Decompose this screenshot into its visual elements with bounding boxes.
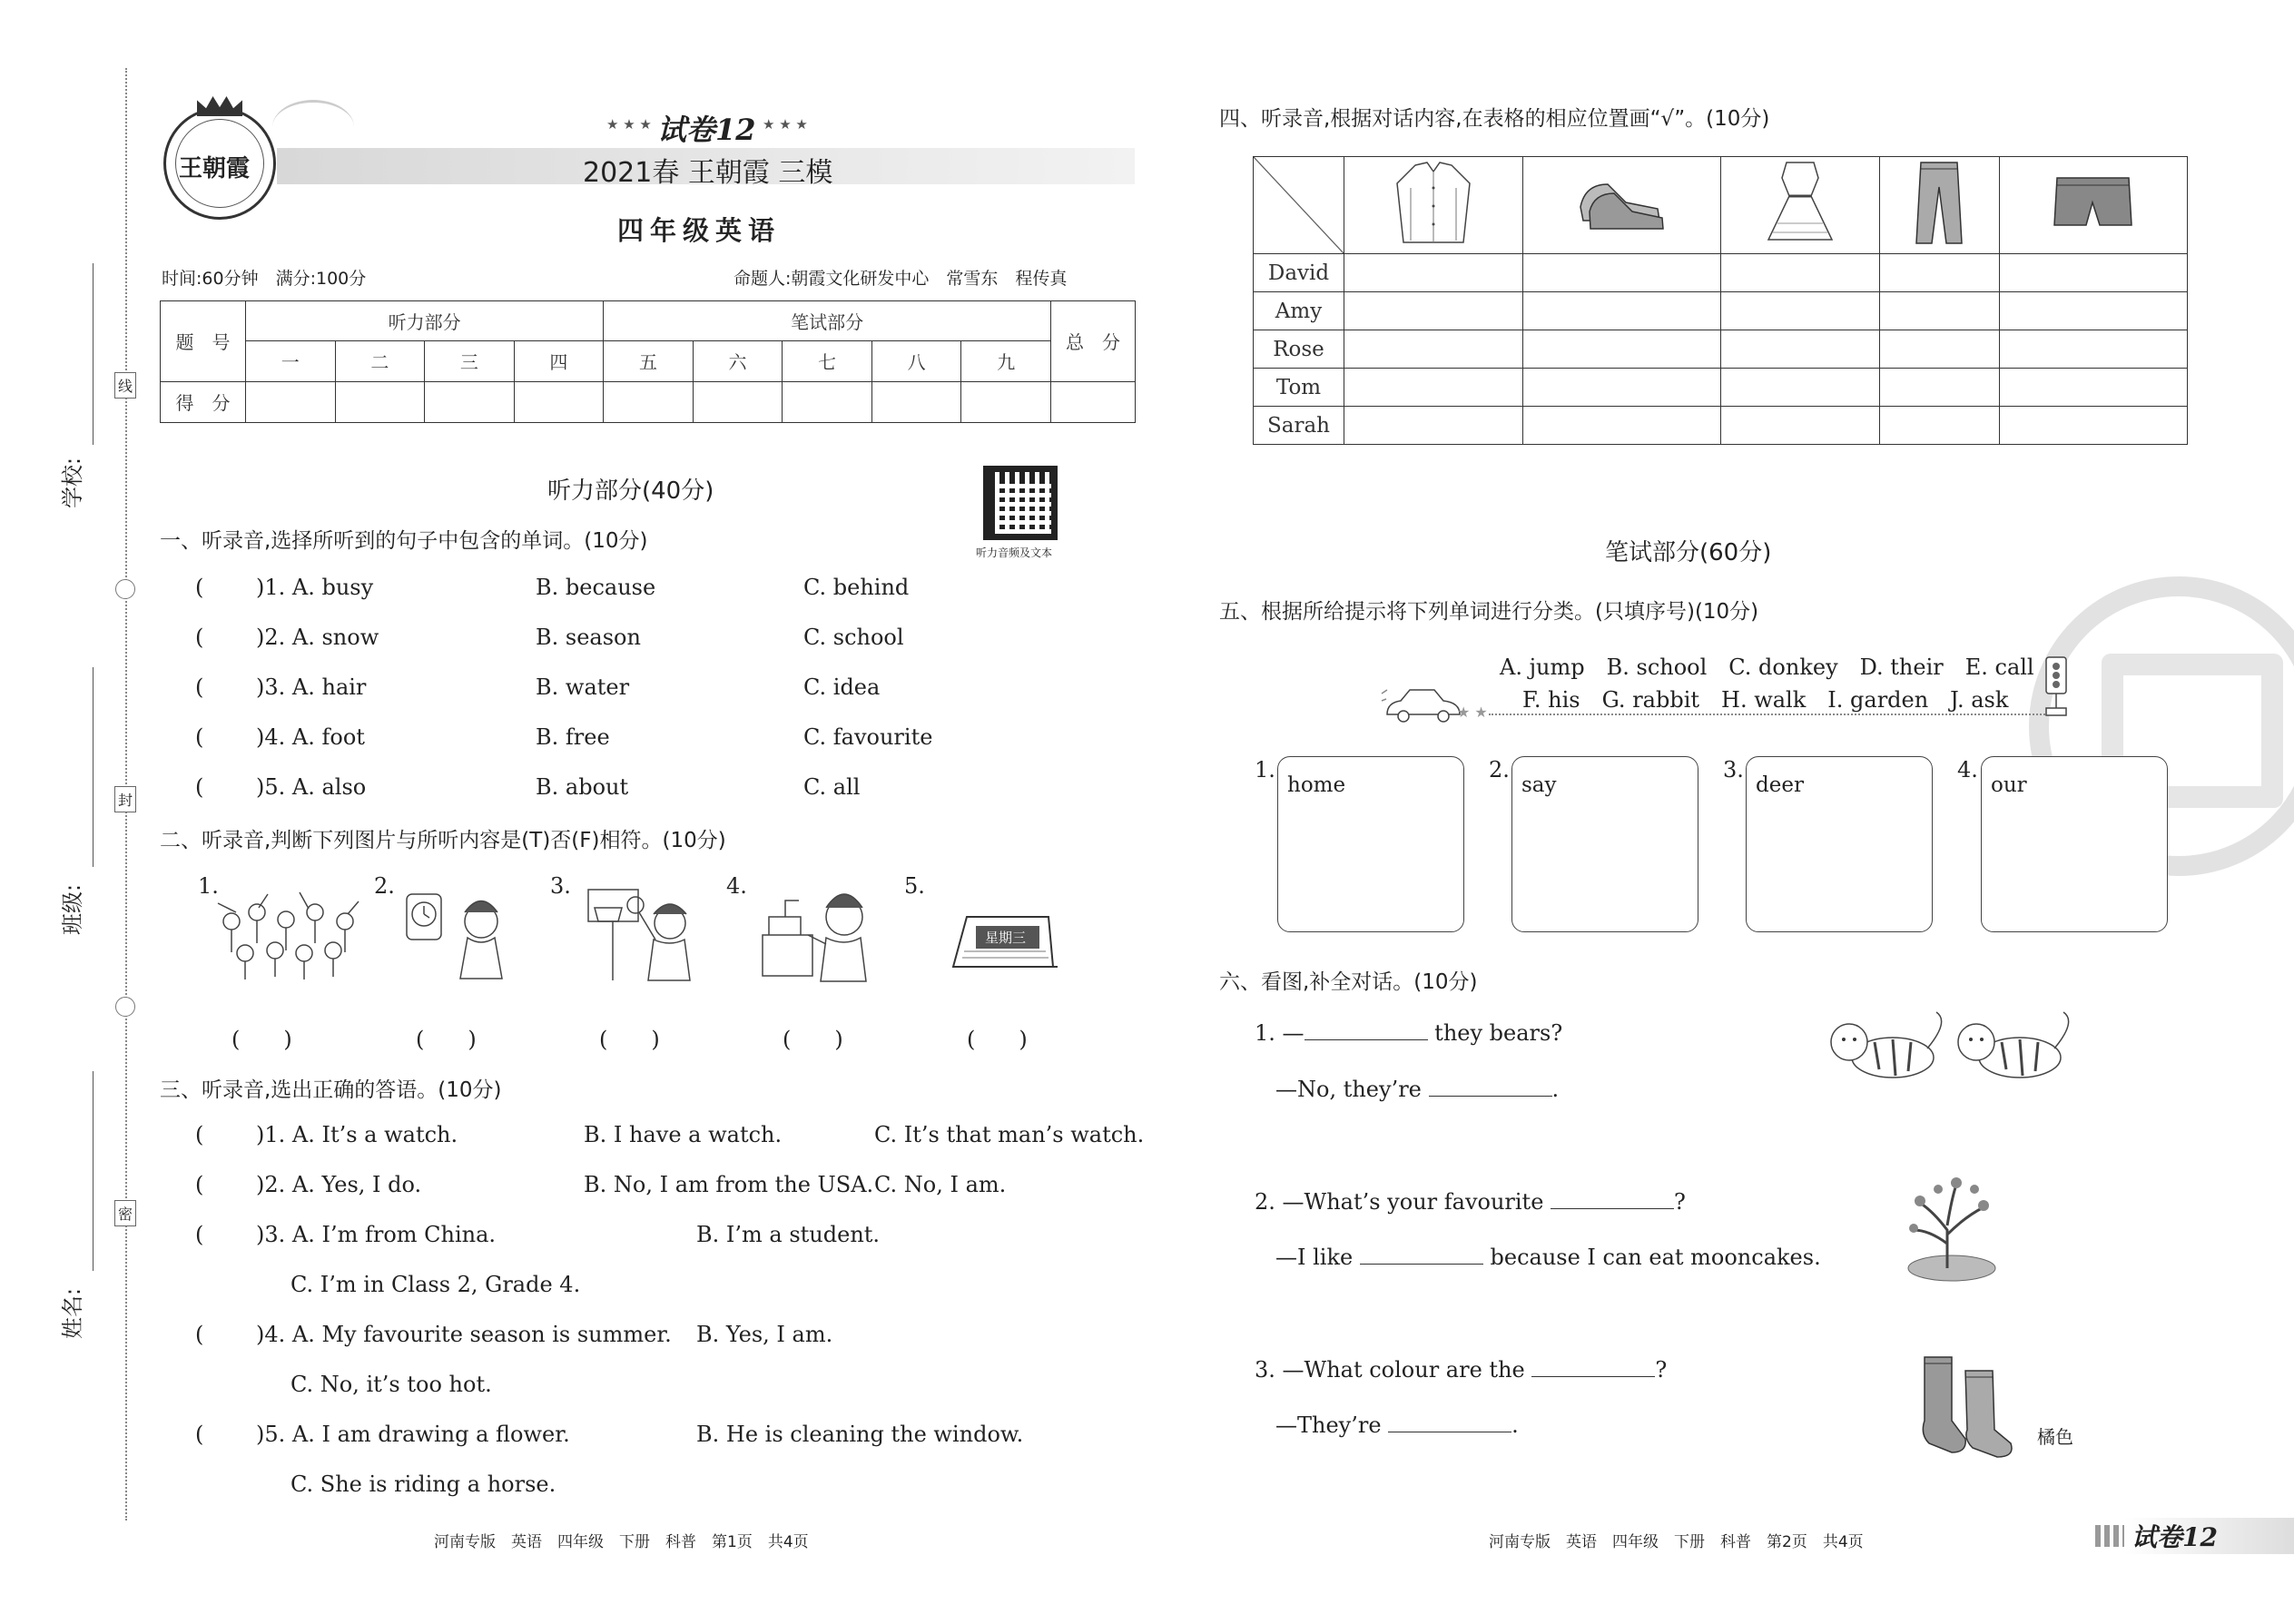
dialogue2-question — [1255, 1189, 1686, 1215]
check-cell[interactable] — [1720, 407, 1879, 445]
color-hint: 橘色 — [2037, 1426, 2073, 1448]
answer-paren: ( — [195, 1222, 204, 1247]
check-cell[interactable] — [1522, 330, 1720, 369]
score-cell[interactable] — [246, 381, 336, 422]
seal-mark: 封 — [114, 786, 136, 812]
score-table — [160, 300, 1136, 423]
category-box-home[interactable] — [1277, 756, 1464, 932]
school-blank-line — [93, 263, 94, 445]
part4-instruction: 四、听录音,根据对话内容,在表格的相应位置画“√”。(10分) — [1219, 107, 1770, 131]
answer-paren[interactable]: ( ) — [231, 1027, 292, 1052]
q1-2-b: B. season — [536, 625, 641, 650]
check-cell[interactable] — [1879, 330, 1999, 369]
answer-paren: ( — [195, 774, 204, 800]
qr-code-icon — [983, 466, 1058, 540]
q3-1-b: B. I have a watch. — [584, 1122, 783, 1147]
col-number: 六 — [693, 341, 783, 381]
q3-5-a: )5. A. I am drawing a flower. — [256, 1422, 570, 1447]
binding-hole-icon — [115, 579, 135, 599]
col-number: 四 — [514, 341, 604, 381]
school-label: 学校: — [60, 457, 85, 508]
d2-q-post: ? — [1674, 1189, 1686, 1215]
answer-paren[interactable]: ( ) — [967, 1027, 1028, 1052]
category-word: say — [1521, 773, 1557, 797]
q3-3-b: B. I’m a student. — [696, 1222, 881, 1247]
check-cell[interactable] — [1720, 369, 1879, 407]
category-box-our[interactable] — [1981, 756, 2168, 932]
check-cell[interactable] — [1999, 254, 2187, 292]
score-cell[interactable] — [783, 381, 872, 422]
name-cell: Tom — [1254, 369, 1344, 407]
dialogue3-question — [1255, 1357, 1667, 1383]
q3-2-c: C. No, I am. — [874, 1172, 1007, 1197]
exam-title: 2021春 王朝霞 三模 — [583, 157, 833, 189]
category-box-say[interactable] — [1511, 756, 1698, 932]
listening-header: 听力部分 — [246, 301, 604, 341]
answer-paren: ( — [195, 674, 204, 700]
answer-paren: ( — [195, 1422, 204, 1447]
score-cell[interactable] — [961, 381, 1051, 422]
q3-2-a: )2. A. Yes, I do. — [256, 1172, 422, 1197]
d1-q-pre: 1. — — [1255, 1020, 1305, 1046]
stars-right: ★ ★ ★ — [763, 116, 808, 133]
q3-3-a: )3. A. I’m from China. — [256, 1222, 497, 1247]
diagonal-header-cell — [1254, 157, 1344, 254]
q1-5-b: B. about — [536, 774, 629, 800]
q3-4-b: B. Yes, I am. — [696, 1322, 833, 1347]
check-cell[interactable] — [1999, 292, 2187, 330]
dialogue1-answer — [1275, 1077, 1559, 1102]
class-label: 班级: — [60, 883, 85, 935]
logo-text: 王朝霞 — [179, 155, 251, 182]
name-cell: Sarah — [1254, 407, 1344, 445]
check-cell[interactable] — [1344, 292, 1523, 330]
name-label: 姓名: — [60, 1287, 85, 1339]
writing-header: 笔试部分 — [604, 301, 1051, 341]
part6-instruction: 六、看图,补全对话。(10分) — [1219, 970, 1478, 994]
check-cell[interactable] — [1344, 254, 1523, 292]
subject-title: 四年级英语 — [617, 215, 782, 246]
q3-2-b: B. No, I am from the USA. — [584, 1172, 874, 1197]
q1-1-a: )1. A. busy — [256, 575, 374, 600]
check-cell[interactable] — [1344, 330, 1523, 369]
check-cell[interactable] — [1879, 254, 1999, 292]
check-cell[interactable] — [1879, 292, 1999, 330]
total-header: 总 分 — [1051, 301, 1136, 382]
blank-4[interactable] — [1360, 1245, 1483, 1265]
col-number: 一 — [246, 341, 336, 381]
answer-paren[interactable]: ( ) — [599, 1027, 660, 1052]
score-cell[interactable] — [335, 381, 425, 422]
row-label-score: 得 分 — [161, 381, 246, 422]
pic-number: 4. — [726, 873, 747, 899]
line-mark: 线 — [114, 372, 136, 399]
q1-5-a: )5. A. also — [256, 774, 367, 800]
word-bank-row1: A. jump B. school C. donkey D. their E. call — [1500, 655, 2034, 680]
shirt-icon — [1344, 157, 1523, 254]
box-number: 3. — [1723, 757, 1744, 782]
answer-paren[interactable]: ( ) — [416, 1027, 477, 1052]
col-number: 八 — [871, 341, 961, 381]
footer-left: 河南专版 英语 四年级 下册 科普 第1页 共4页 — [434, 1533, 809, 1551]
q3-1-c: C. It’s that man’s watch. — [874, 1122, 1145, 1147]
q3-5-b: B. He is cleaning the window. — [696, 1422, 1024, 1447]
children-dancing-picture — [213, 885, 372, 985]
check-cell[interactable] — [1344, 369, 1523, 407]
pic-number: 5. — [904, 873, 925, 899]
calendar-text: 星期三 — [985, 930, 1027, 946]
col-number: 五 — [604, 341, 694, 381]
basketball-boy-picture — [581, 885, 699, 985]
d1-a-post: . — [1551, 1077, 1560, 1102]
q1-3-a: )3. A. hair — [256, 674, 367, 700]
check-cell[interactable] — [1879, 369, 1999, 407]
tigers-picture — [1820, 1008, 2092, 1094]
time-info: 时间:60分钟 满分:100分 — [162, 269, 367, 289]
name-cell: Amy — [1254, 292, 1344, 330]
check-cell[interactable] — [1999, 369, 2187, 407]
check-cell[interactable] — [1720, 330, 1879, 369]
col-number: 三 — [425, 341, 515, 381]
check-cell[interactable] — [1720, 254, 1879, 292]
trousers-icon — [1879, 157, 1999, 254]
listening-heading: 听力部分(40分) — [547, 477, 714, 505]
name-cell: David — [1254, 254, 1344, 292]
check-cell[interactable] — [1879, 407, 1999, 445]
pic-number: 3. — [550, 873, 571, 899]
q1-1-c: C. behind — [803, 575, 910, 600]
shoes-icon — [1522, 157, 1720, 254]
score-cell[interactable] — [1051, 381, 1136, 422]
check-cell[interactable] — [1522, 369, 1720, 407]
score-cell[interactable] — [604, 381, 694, 422]
category-word: deer — [1756, 773, 1804, 797]
q1-4-a: )4. A. foot — [256, 724, 365, 750]
q1-3-b: B. water — [536, 674, 630, 700]
d1-a-pre: —No, they’re — [1275, 1077, 1422, 1102]
pic-number: 1. — [198, 873, 219, 899]
d3-a-post: . — [1511, 1412, 1519, 1438]
score-cell[interactable] — [871, 381, 961, 422]
answer-paren: ( — [195, 724, 204, 750]
d2-a-post: because I can eat mooncakes. — [1490, 1245, 1821, 1270]
shorts-icon — [1999, 157, 2187, 254]
secret-mark: 密 — [114, 1200, 136, 1226]
part2-instruction: 二、听录音,判断下列图片与所听内容是(T)否(F)相符。(10分) — [160, 829, 726, 852]
autumn-tree-picture — [1897, 1166, 2006, 1284]
check-cell[interactable] — [1522, 407, 1720, 445]
footer-right: 河南专版 英语 四年级 下册 科普 第2页 共4页 — [1489, 1533, 1864, 1551]
blank-3[interactable] — [1551, 1189, 1674, 1209]
blank-6[interactable] — [1388, 1412, 1511, 1432]
row-label-number: 题 号 — [161, 301, 246, 382]
blank-2[interactable] — [1429, 1077, 1552, 1097]
blank-5[interactable] — [1531, 1357, 1655, 1377]
answer-paren: ( — [195, 1322, 204, 1347]
q1-4-b: B. free — [536, 724, 610, 750]
stars-left: ★ ★ ★ — [606, 116, 652, 133]
part1-instruction: 一、听录音,选择所听到的句子中包含的单词。(10分) — [160, 529, 648, 553]
d2-a-pre: —I like — [1275, 1245, 1354, 1270]
answer-paren: ( — [195, 625, 204, 650]
q1-2-a: )2. A. snow — [256, 625, 379, 650]
clock-boy-picture — [399, 885, 517, 985]
score-cell[interactable] — [425, 381, 515, 422]
logo-crown-icon — [197, 96, 242, 116]
q3-4-a: )4. A. My favourite season is summer. — [256, 1322, 672, 1347]
socks-picture — [1911, 1353, 2029, 1462]
binding-hole-icon — [115, 997, 135, 1017]
q3-5-c: C. She is riding a horse. — [290, 1471, 556, 1497]
box-number: 1. — [1255, 757, 1275, 782]
q3-3-c: C. I’m in Class 2, Grade 4. — [290, 1272, 581, 1297]
check-cell[interactable] — [1522, 292, 1720, 330]
part5-instruction: 五、根据所给提示将下列单词进行分类。(只填序号)(10分) — [1219, 600, 1759, 624]
q1-5-c: C. all — [803, 774, 861, 800]
series-label: 试卷12 — [657, 113, 756, 147]
answer-paren: ( — [195, 575, 204, 600]
answer-paren[interactable]: ( ) — [783, 1027, 843, 1052]
d3-a-pre: —They’re — [1275, 1412, 1382, 1438]
dialogue1-question — [1255, 1020, 1562, 1046]
pic-number: 2. — [374, 873, 395, 899]
header-swash-icon — [272, 100, 354, 154]
qr-caption: 听力音频及文本 — [976, 546, 1053, 559]
dress-icon — [1720, 157, 1879, 254]
col-number: 七 — [783, 341, 872, 381]
answer-paren: ( — [195, 1122, 204, 1147]
q1-3-c: C. idea — [803, 674, 881, 700]
class-blank-line — [93, 667, 94, 867]
q1-1-b: B. because — [536, 575, 656, 600]
d2-q-pre: 2. —What’s your favourite — [1255, 1189, 1544, 1215]
q3-1-a: )1. A. It’s a watch. — [256, 1122, 458, 1147]
box-number: 2. — [1489, 757, 1510, 782]
authors: 命题人:朝霞文化研发中心 常雪东 程传真 — [733, 269, 1068, 289]
answer-paren: ( — [195, 1172, 204, 1197]
footer-badge: 试卷12 — [2132, 1522, 2218, 1552]
check-cell[interactable] — [1999, 407, 2187, 445]
washing-boy-picture — [758, 885, 881, 985]
d1-q-post: they bears? — [1434, 1020, 1563, 1046]
d3-q-post: ? — [1655, 1357, 1668, 1383]
category-word: our — [1991, 773, 2027, 797]
blank-1[interactable] — [1305, 1020, 1428, 1040]
q3-4-c: C. No, it’s too hot. — [290, 1372, 492, 1397]
word-bank-row2: F. his G. rabbit H. walk I. garden J. ask — [1522, 687, 2009, 713]
check-cell[interactable] — [1522, 254, 1720, 292]
check-cell[interactable] — [1999, 330, 2187, 369]
star-decoration-icon: ★ ★ — [1457, 704, 1488, 721]
q1-4-c: C. favourite — [803, 724, 933, 750]
road-dotted-line — [1489, 714, 2052, 715]
car-icon — [1378, 683, 1469, 728]
q1-2-c: C. school — [803, 625, 904, 650]
score-cell[interactable] — [514, 381, 604, 422]
d3-q-pre: 3. —What colour are the — [1255, 1357, 1525, 1383]
traffic-light-icon — [2043, 655, 2070, 719]
check-cell[interactable] — [1720, 292, 1879, 330]
category-word: home — [1287, 773, 1346, 797]
col-number: 九 — [961, 341, 1051, 381]
clothes-check-table — [1253, 156, 2188, 445]
score-cell[interactable] — [693, 381, 783, 422]
writing-heading: 笔试部分(60分) — [1605, 539, 1772, 566]
category-box-deer[interactable] — [1746, 756, 1933, 932]
dialogue3-answer — [1275, 1412, 1519, 1438]
check-cell[interactable] — [1344, 407, 1523, 445]
dialogue2-answer — [1275, 1245, 1821, 1270]
part3-instruction: 三、听录音,选出正确的答语。(10分) — [160, 1078, 502, 1102]
name-blank-line — [93, 1071, 94, 1271]
name-cell: Rose — [1254, 330, 1344, 369]
box-number: 4. — [1957, 757, 1978, 782]
col-number: 二 — [335, 341, 425, 381]
